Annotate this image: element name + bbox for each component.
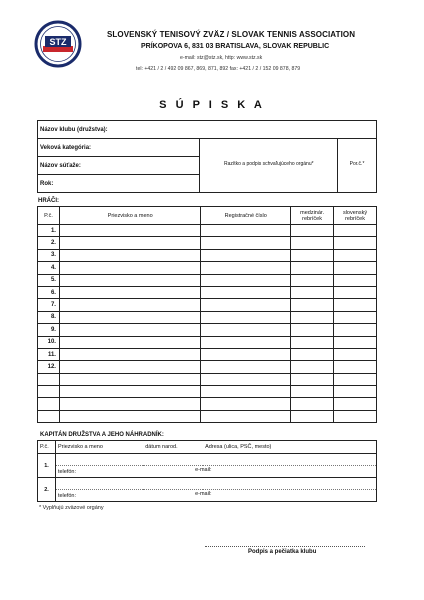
club-name-field[interactable] <box>38 121 377 139</box>
captain-row-2-contact <box>38 490 377 502</box>
cap-row-1-fill[interactable] <box>55 454 376 466</box>
player-number-cell <box>38 373 60 385</box>
player-row <box>38 249 377 261</box>
player-registration-cell[interactable] <box>201 237 291 249</box>
cap-row-2-fill[interactable] <box>55 478 376 490</box>
player-number-cell: 9. <box>38 324 60 336</box>
player-row <box>38 225 377 237</box>
player-name-cell[interactable] <box>59 324 200 336</box>
player-name-cell[interactable] <box>59 336 200 348</box>
player-intl-ranking-cell[interactable] <box>291 225 334 237</box>
player-row <box>38 299 377 311</box>
player-intl-ranking-cell[interactable] <box>291 348 334 360</box>
player-registration-cell[interactable] <box>201 410 291 422</box>
club-name-label: Názov klubu (družstva): <box>40 126 108 133</box>
player-name-cell[interactable] <box>59 348 200 360</box>
signature-line[interactable] <box>205 546 365 547</box>
col-header-name: Priezvisko a meno <box>59 207 200 225</box>
player-row <box>38 274 377 286</box>
cap-row-1-phone[interactable] <box>55 466 203 478</box>
cap-header-birthdate: dátum narod. <box>143 441 203 454</box>
letterhead <box>34 18 404 76</box>
player-row <box>38 386 377 398</box>
captain-table <box>37 440 377 502</box>
cap-row-2-phone[interactable] <box>55 490 203 502</box>
cap-header-name: Priezvisko a meno <box>55 441 143 454</box>
competition-field[interactable] <box>38 157 200 175</box>
player-sk-ranking-cell[interactable] <box>334 348 377 360</box>
player-number-cell: 2. <box>38 237 60 249</box>
player-intl-ranking-cell[interactable] <box>291 262 334 274</box>
player-name-cell[interactable] <box>59 373 200 385</box>
player-number-cell: 5. <box>38 274 60 286</box>
player-number-cell <box>38 410 60 422</box>
player-intl-ranking-cell[interactable] <box>291 398 334 410</box>
player-number-cell: 4. <box>38 262 60 274</box>
col-header-registration: Registračné číslo <box>201 207 291 225</box>
player-row <box>38 373 377 385</box>
player-intl-ranking-cell[interactable] <box>291 324 334 336</box>
order-label: Por.č.* <box>349 161 365 167</box>
footnote: * Vyplňujú zväzové orgány <box>39 505 104 511</box>
player-sk-ranking-cell[interactable] <box>334 311 377 323</box>
player-name-cell[interactable] <box>59 262 200 274</box>
player-registration-cell[interactable] <box>201 398 291 410</box>
org-name: SLOVENSKÝ TENISOVÝ ZVÄZ / SLOVAK TENNIS ASSOCIATION <box>107 30 356 39</box>
player-sk-ranking-cell[interactable] <box>334 249 377 261</box>
signature-label: Podpis a pečiatka klubu <box>248 549 317 555</box>
player-intl-ranking-cell[interactable] <box>291 299 334 311</box>
player-sk-ranking-cell[interactable] <box>334 225 377 237</box>
player-sk-ranking-cell[interactable] <box>334 336 377 348</box>
cap-email-label: e-mail: <box>195 491 212 497</box>
org-address: PRÍKOPOVA 6, 831 03 BRATISLAVA, SLOVAK REPUBLIC <box>141 43 330 50</box>
col-header-number: P.č. <box>38 207 60 225</box>
player-registration-cell[interactable] <box>201 286 291 298</box>
player-sk-ranking-cell[interactable] <box>334 324 377 336</box>
stz-logo-icon <box>34 20 82 68</box>
player-registration-cell[interactable] <box>201 324 291 336</box>
player-number-cell: 11. <box>38 348 60 360</box>
player-intl-ranking-cell[interactable] <box>291 361 334 373</box>
player-name-cell[interactable] <box>59 311 200 323</box>
player-number-cell <box>38 398 60 410</box>
col-header-sk-ranking: slovenský rebríček <box>334 207 377 225</box>
cap-email-label: e-mail: <box>195 467 212 473</box>
cap-header-address: Adresa (ulica, PSČ, mesto) <box>203 441 376 454</box>
player-name-cell[interactable] <box>59 299 200 311</box>
player-row <box>38 286 377 298</box>
player-sk-ranking-cell[interactable] <box>334 274 377 286</box>
player-sk-ranking-cell[interactable] <box>334 286 377 298</box>
captain-section-label: KAPITÁN DRUŽSTVA A JEHO NÁHRADNÍK: <box>40 432 164 438</box>
player-sk-ranking-cell[interactable] <box>334 386 377 398</box>
player-row <box>38 348 377 360</box>
org-phone-line: tel: +421 / 2 / 492 09 867, 869, 871, 892 fax: +421 / 2 / 152 09 878, 879 <box>136 66 301 72</box>
player-intl-ranking-cell[interactable] <box>291 311 334 323</box>
player-intl-ranking-cell[interactable] <box>291 237 334 249</box>
player-row <box>38 324 377 336</box>
player-name-cell[interactable] <box>59 225 200 237</box>
player-number-cell: 1. <box>38 225 60 237</box>
captain-row-2 <box>38 478 377 490</box>
player-row <box>38 237 377 249</box>
player-sk-ranking-cell[interactable] <box>334 410 377 422</box>
player-row <box>38 311 377 323</box>
player-sk-ranking-cell[interactable] <box>334 361 377 373</box>
captain-row-1-contact <box>38 466 377 478</box>
captain-header-row <box>38 441 377 454</box>
player-name-cell[interactable] <box>59 410 200 422</box>
player-row <box>38 262 377 274</box>
player-row <box>38 410 377 422</box>
player-sk-ranking-cell[interactable] <box>334 299 377 311</box>
cap-row-2-email[interactable] <box>195 490 376 502</box>
player-intl-ranking-cell[interactable] <box>291 386 334 398</box>
player-registration-cell[interactable] <box>201 225 291 237</box>
player-number-cell: 10. <box>38 336 60 348</box>
player-intl-ranking-cell[interactable] <box>291 373 334 385</box>
players-table <box>37 206 377 423</box>
stamp-cell <box>200 139 338 193</box>
cap-header-number: P.č. <box>38 441 56 454</box>
player-number-cell: 7. <box>38 299 60 311</box>
player-name-cell[interactable] <box>59 361 200 373</box>
player-row <box>38 361 377 373</box>
player-sk-ranking-cell[interactable] <box>334 262 377 274</box>
year-label: Rok: <box>40 180 54 187</box>
player-registration-cell[interactable] <box>201 361 291 373</box>
player-sk-ranking-cell[interactable] <box>334 398 377 410</box>
order-cell <box>338 139 377 193</box>
player-row <box>38 398 377 410</box>
age-category-field[interactable] <box>38 139 200 157</box>
player-registration-cell[interactable] <box>201 373 291 385</box>
player-name-cell[interactable] <box>59 249 200 261</box>
cap-row-number: 1. <box>38 454 56 478</box>
stamp-label: Razítko a podpis schvaľujúceho orgánu* <box>223 161 314 167</box>
player-name-cell[interactable] <box>59 398 200 410</box>
document-title: S Ú P I S K A <box>159 99 265 111</box>
player-number-cell: 3. <box>38 249 60 261</box>
age-category-label: Veková kategória: <box>40 144 92 151</box>
player-row <box>38 336 377 348</box>
player-registration-cell[interactable] <box>201 299 291 311</box>
player-number-cell: 6. <box>38 286 60 298</box>
player-intl-ranking-cell[interactable] <box>291 286 334 298</box>
captain-row-1 <box>38 454 377 466</box>
player-registration-cell[interactable] <box>201 249 291 261</box>
cap-phone-label: telefón: <box>57 492 77 499</box>
player-name-cell[interactable] <box>59 274 200 286</box>
player-intl-ranking-cell[interactable] <box>291 336 334 348</box>
player-sk-ranking-cell[interactable] <box>334 373 377 385</box>
player-registration-cell[interactable] <box>201 274 291 286</box>
player-name-cell[interactable] <box>59 286 200 298</box>
player-registration-cell[interactable] <box>201 348 291 360</box>
org-email-line: e-mail: stz@stz.sk, http: www.stz.sk <box>180 55 263 61</box>
col-header-intl-ranking: medzinár. rebríček <box>291 207 334 225</box>
player-number-cell: 8. <box>38 311 60 323</box>
player-number-cell: 12. <box>38 361 60 373</box>
club-info-table <box>37 120 377 193</box>
year-field[interactable] <box>38 175 200 193</box>
competition-label: Názov súťaže: <box>40 162 81 169</box>
player-number-cell <box>38 386 60 398</box>
cap-row-number: 2. <box>38 478 56 502</box>
player-name-cell[interactable] <box>59 237 200 249</box>
player-registration-cell[interactable] <box>201 311 291 323</box>
player-intl-ranking-cell[interactable] <box>291 249 334 261</box>
players-section-label: HRÁČI: <box>38 198 59 204</box>
player-intl-ranking-cell[interactable] <box>291 274 334 286</box>
cap-phone-label: telefón: <box>57 468 77 475</box>
player-registration-cell[interactable] <box>201 336 291 348</box>
player-sk-ranking-cell[interactable] <box>334 237 377 249</box>
player-name-cell[interactable] <box>59 386 200 398</box>
cap-row-1-email[interactable] <box>195 466 376 478</box>
player-intl-ranking-cell[interactable] <box>291 410 334 422</box>
logo-text: STZ <box>49 37 67 47</box>
player-registration-cell[interactable] <box>201 386 291 398</box>
players-header-row <box>38 207 377 225</box>
player-registration-cell[interactable] <box>201 262 291 274</box>
